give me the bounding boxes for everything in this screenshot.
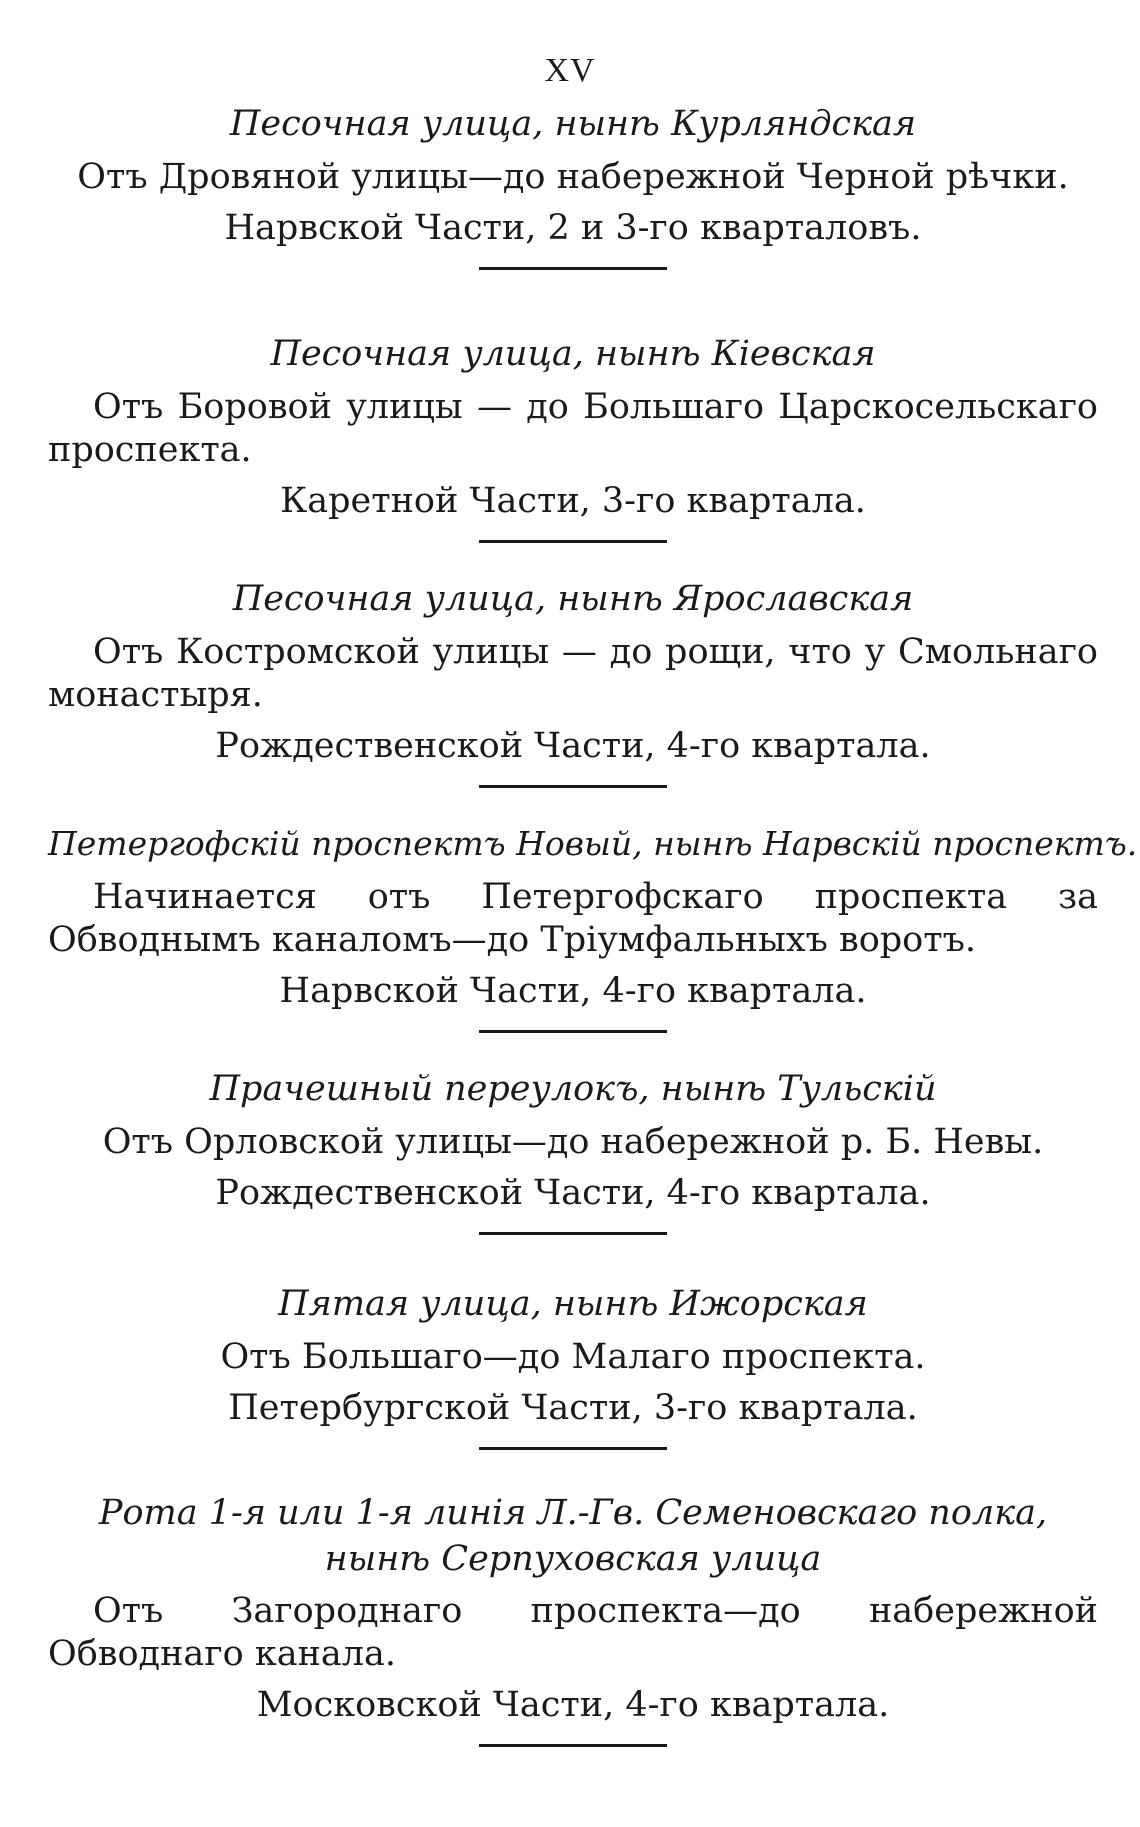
street-entry xyxy=(48,330,1098,543)
entry-district: Петербургской Части, 3-го квартала. xyxy=(228,1388,918,1428)
entry-title: Песочная улица, нынѣ Ярославская xyxy=(232,579,914,619)
street-entry xyxy=(48,1280,1098,1450)
street-entry xyxy=(48,100,1098,270)
entry-description: Отъ Боровой улицы — до Большаго Царскосельскаго проспекта. xyxy=(48,387,1098,470)
page-number: XV xyxy=(544,52,596,89)
section-divider xyxy=(479,1030,667,1033)
entry-title: Рота 1-я или 1-я линія Л.-Гв. Семеновскаго полка, нынѣ Серпуховская улица xyxy=(98,1493,1048,1579)
entry-description: Отъ Большаго—до Малаго проспекта. xyxy=(220,1337,926,1377)
street-entry xyxy=(48,575,1098,788)
entry-description: Начинается отъ Петергофскаго проспекта за Обводнымъ каналомъ—до Тріумфальныхъ воротъ. xyxy=(48,877,1098,960)
street-entry xyxy=(48,1065,1098,1235)
entry-title: Песочная улица, нынѣ Курляндская xyxy=(229,104,917,144)
entry-district: Рождественской Части, 4-го квартала. xyxy=(215,726,931,766)
entry-district: Нарвской Части, 4-го квартала. xyxy=(279,971,867,1011)
section-divider xyxy=(479,1447,667,1450)
entry-description: Отъ Орловской улицы—до набережной р. Б. Невы. xyxy=(102,1122,1044,1162)
entry-district: Каретной Части, 3-го квартала. xyxy=(280,481,866,521)
street-entry xyxy=(48,1490,1098,1747)
street-entry xyxy=(48,820,1138,1033)
section-divider xyxy=(479,785,667,788)
entry-district: Нарвской Части, 2 и 3-го кварталовъ. xyxy=(224,208,922,248)
section-divider xyxy=(479,1232,667,1235)
entry-district: Рождественской Части, 4-го квартала. xyxy=(215,1173,931,1213)
entry-title: Пятая улица, нынѣ Ижорская xyxy=(278,1284,868,1324)
entry-title: Песочная улица, нынѣ Кіевская xyxy=(270,334,876,374)
entry-title: Прачешный переулокъ, нынѣ Тульскій xyxy=(209,1069,937,1109)
entry-title: Петергофскій проспектъ Новый, нынѣ Нарвскій проспектъ. xyxy=(48,824,1138,863)
entry-district: Московской Части, 4-го квартала. xyxy=(256,1685,890,1725)
entry-description: Отъ Дровяной улицы—до набережной Черной рѣчки. xyxy=(77,157,1069,197)
section-divider xyxy=(479,540,667,543)
section-divider xyxy=(479,267,667,270)
entry-description: Отъ Костромской улицы — до рощи, что у Смольнаго монастыря. xyxy=(48,632,1098,715)
entry-description: Отъ Загороднаго проспекта—до набережной Обводнаго канала. xyxy=(48,1591,1098,1674)
section-divider xyxy=(479,1744,667,1747)
